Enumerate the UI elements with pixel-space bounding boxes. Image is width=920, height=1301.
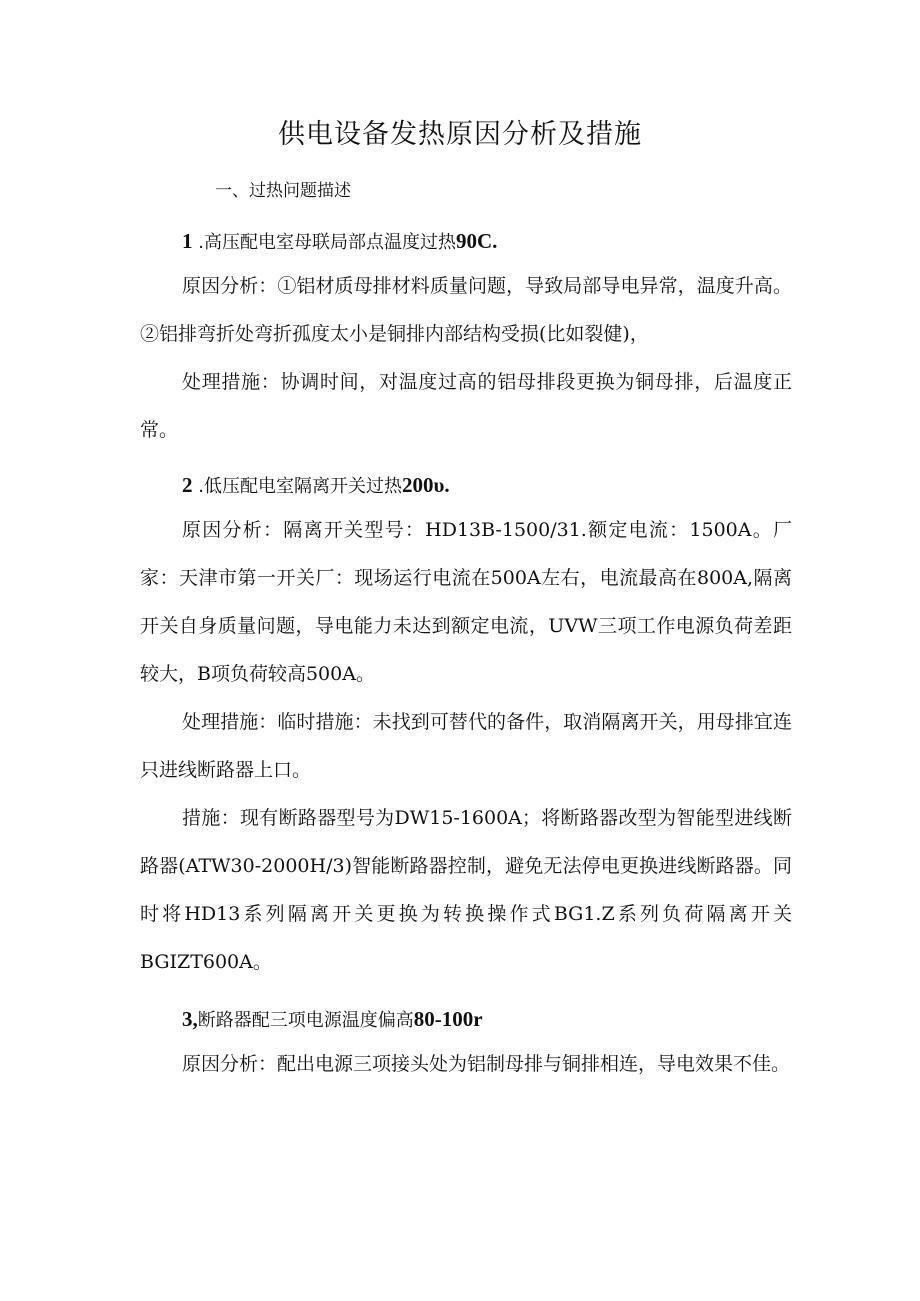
item-heading-value: 200υ.	[401, 473, 450, 497]
section-heading: 一、过热问题描述	[215, 181, 351, 201]
item-heading-value: 90C.	[455, 229, 498, 253]
item-number: 1	[182, 229, 193, 253]
paragraph: 原因分析：①铝材质母排材料质量问题，导致局部导电异常，温度升高。②铝排弯折处弯折孤度太小是铜排内部结构受损(比如裂健)，	[140, 275, 792, 345]
paragraph: 原因分析：配出电源三项接头处为铝制母排与铜排相连，导电效果不佳。	[182, 1053, 791, 1075]
paragraph: 处理措施：协调时间，对温度过高的铝母排段更换为铜母排，后温度正常。	[140, 371, 792, 441]
item-heading-3	[182, 1006, 483, 1032]
paragraph: 措施：现有断路器型号为DW15-1600A；将断路器改型为智能型进线断路器(ATW30-2000H/3)智能断路器控制，避免无法停电更换进线断路器。同时将HD13系列隔离开关更换为转换操作式BG1.Z系列负荷隔离开关BGIZT600A。	[140, 807, 792, 973]
item-number: 2	[182, 473, 193, 497]
item-heading-1	[182, 228, 497, 254]
paragraph: 原因分析：隔离开关型号：HD13B-1500/31.额定电流：1500A。厂家：天津市第一开关厂：现场运行电流在500A左右，电流最高在800A,隔离开关自身质量问题，导电能力未达到额定电流，UVW三项工作电源负荷差距较大，B项负荷较高500A。	[140, 519, 792, 685]
item-number: 3,	[182, 1007, 198, 1031]
item-heading-value: 80-100r	[413, 1007, 483, 1031]
item-heading-text: .低压配电室隔离开关过热	[192, 476, 402, 497]
paragraph: 处理措施：临时措施：未找到可替代的备件，取消隔离开关，用母排宜连只进线断路器上口。	[140, 711, 792, 781]
item-heading-text: 断路器配三项电源温度偏高	[197, 1010, 414, 1031]
item-heading-text: .高压配电室母联局部点温度过热	[192, 232, 456, 253]
document-title: 供电设备发热原因分析及措施	[278, 119, 642, 150]
item-heading-2	[182, 472, 450, 498]
